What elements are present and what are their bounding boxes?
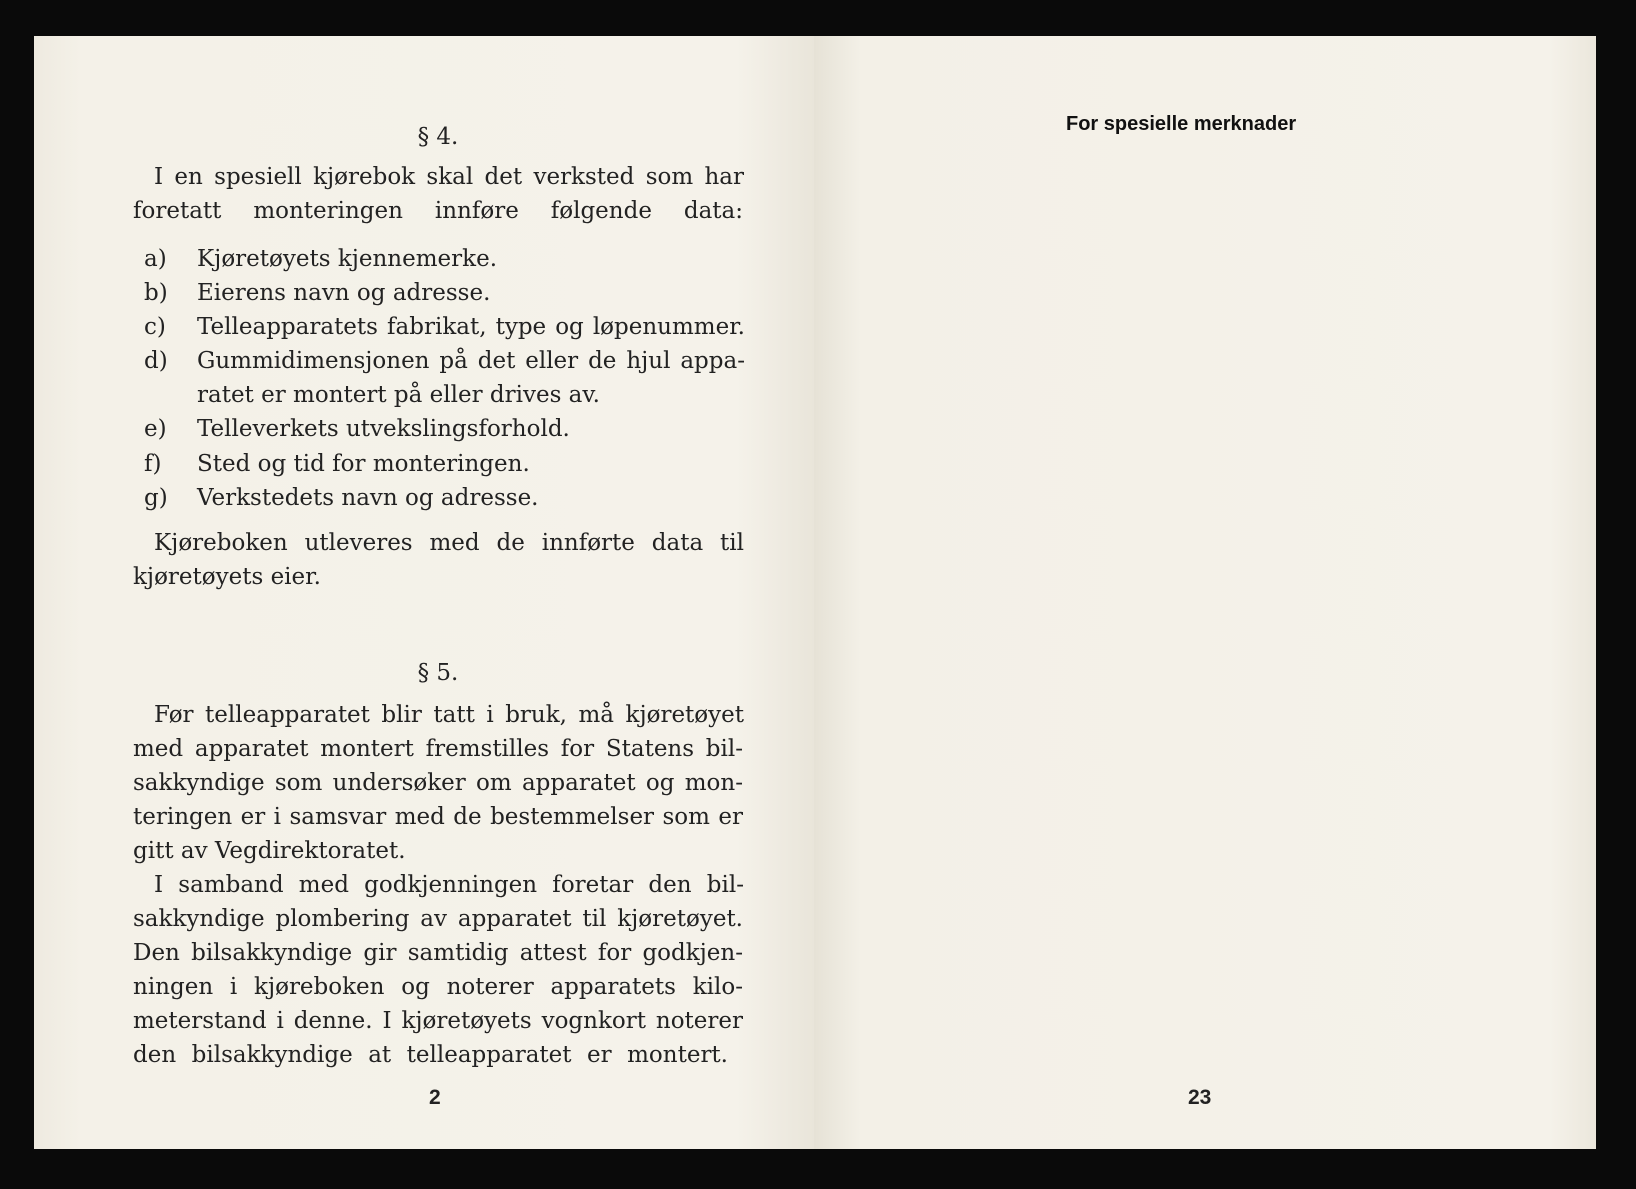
list-item-label: d) — [144, 348, 168, 374]
section-5-line: Før telleapparatet blir tatt i bruk, må kjøretøyet — [154, 702, 744, 728]
list-item-text: Kjøretøyets kjennemerke. — [197, 246, 498, 272]
list-item-label: a) — [144, 246, 167, 272]
list-item-label: g) — [144, 485, 168, 511]
section-5-line: sakkyndige som undersøker om apparatet og mon- — [133, 770, 743, 796]
section-5-line: teringen er i samsvar med de bestemmelser som er — [133, 804, 743, 830]
section-4-closing-line: Kjøreboken utleveres med de innførte data til — [154, 530, 744, 556]
list-item-text: Telleverkets utvekslingsforhold. — [197, 416, 570, 442]
list-item-label: e) — [144, 416, 167, 442]
section-5-line: meterstand i denne. I kjøretøyets vognkort noterer — [133, 1008, 743, 1034]
list-item-text: Eierens navn og adresse. — [197, 280, 491, 306]
section-5-line: Den bilsakkyndige gir samtidig attest for godkjen- — [133, 940, 743, 966]
list-item-label: b) — [144, 280, 168, 306]
list-item-label: f) — [144, 451, 162, 477]
page-number: 23 — [1188, 1086, 1212, 1109]
list-item-text: Sted og tid for monteringen. — [197, 451, 530, 477]
section-5-line: den bilsakkyndige at telleapparatet er montert. — [133, 1042, 728, 1068]
section-5-line: sakkyndige plombering av apparatet til kjøretøyet. — [133, 906, 743, 932]
list-item-label: c) — [144, 314, 166, 340]
list-item-continuation: ratet er montert på eller drives av. — [197, 382, 600, 408]
list-item-text: Verkstedets navn og adresse. — [197, 485, 539, 511]
section-4-heading: § 4. — [417, 124, 459, 150]
left-page — [34, 36, 814, 1149]
list-item-text: Gummidimensjonen på det eller de hjul appa- — [197, 348, 745, 374]
section-5-line: med apparatet montert fremstilles for Statens bil- — [133, 736, 743, 762]
section-5-heading: § 5. — [417, 660, 459, 686]
list-item-text: Telleapparatets fabrikat, type og løpenummer. — [197, 314, 745, 340]
section-4-closing-line: kjøretøyets eier. — [133, 564, 321, 590]
page-number: 2 — [429, 1086, 441, 1109]
section-5-line: gitt av Vegdirektoratet. — [133, 838, 406, 864]
section-5-line: I samband med godkjenningen foretar den bil- — [154, 872, 744, 898]
section-5-line: ningen i kjøreboken og noterer apparatets kilo- — [133, 974, 743, 1000]
section-4-intro-line: foretatt monteringen innføre følgende data: — [133, 198, 743, 224]
section-4-intro-line: I en spesiell kjørebok skal det verksted som har — [154, 164, 744, 190]
right-page — [814, 36, 1596, 1149]
page-heading: For spesielle merknader — [1066, 113, 1297, 135]
